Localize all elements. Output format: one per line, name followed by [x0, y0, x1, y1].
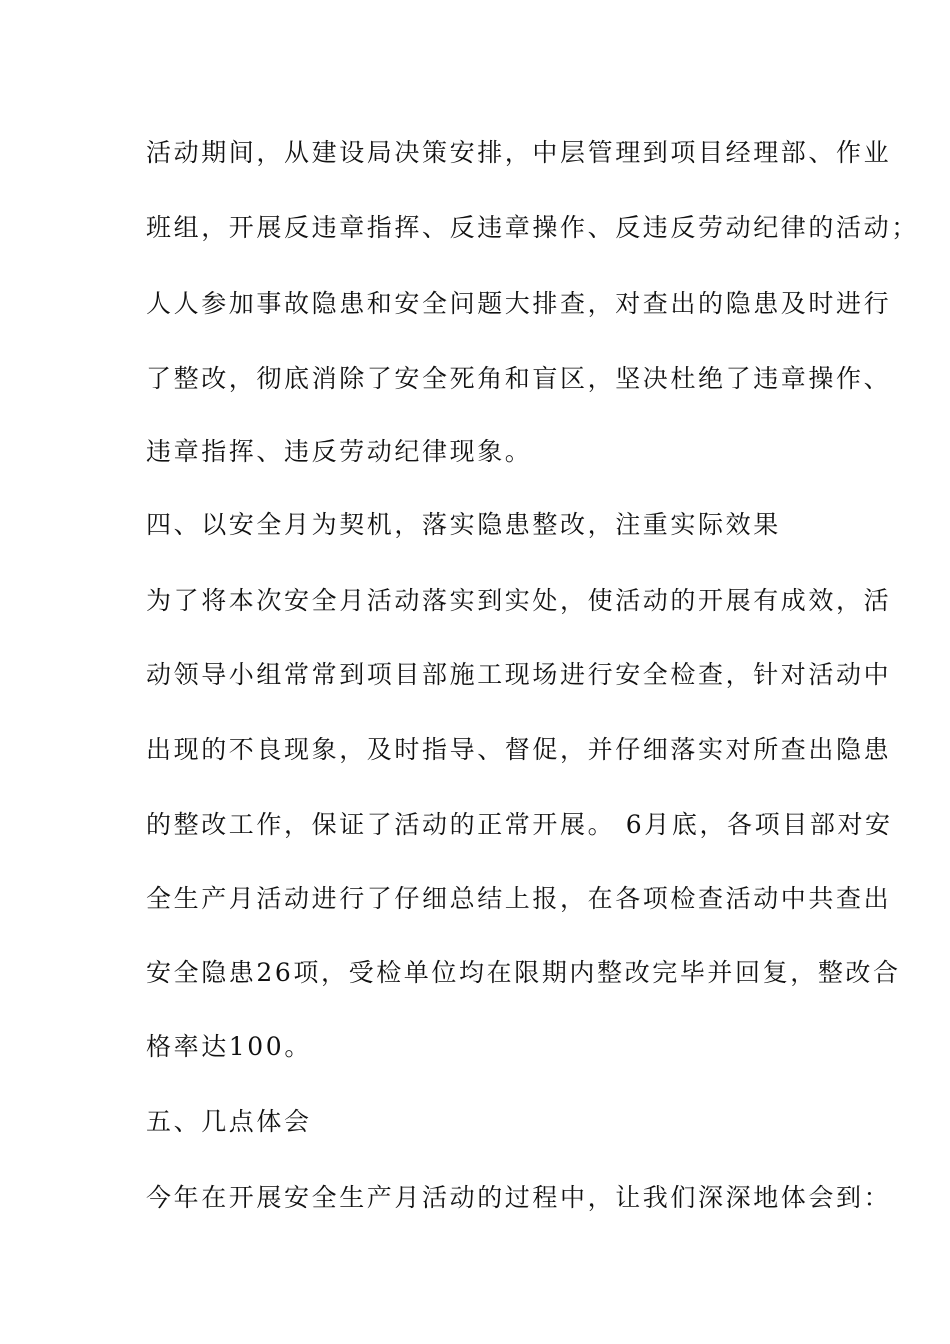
paragraph-line: 动领导小组常常到项目部施工现场进行安全检查，针对活动中 — [146, 660, 892, 689]
paragraph-line: 违章指挥、违反劳动纪律现象。 — [146, 437, 533, 466]
paragraph-line: 人人参加事故隐患和安全问题大排查，对查出的隐患及时进行 — [146, 289, 892, 318]
paragraph-line: 了整改，彻底消除了安全死角和盲区，坚决杜绝了违章操作、 — [146, 364, 892, 393]
paragraph-line: 今年在开展安全生产月活动的过程中，让我们深深地体会到： — [146, 1183, 892, 1212]
paragraph-line: 班组，开展反违章指挥、反违章操作、反违反劳动纪律的活动； — [146, 213, 919, 242]
paragraph-line: 为了将本次安全月活动落实到实处，使活动的开展有成效，活 — [146, 586, 892, 615]
section-heading: 五、几点体会 — [146, 1107, 312, 1136]
paragraph-line: 安全隐患26项，受检单位均在限期内整改完毕并回复，整改合 — [146, 958, 901, 987]
paragraph-line: 格率达100。 — [146, 1032, 312, 1061]
paragraph-line: 出现的不良现象，及时指导、督促，并仔细落实对所查出隐患 — [146, 735, 892, 764]
paragraph-line: 的整改工作，保证了活动的正常开展。 6月底，各项目部对安 — [146, 810, 893, 839]
paragraph-line: 活动期间，从建设局决策安排，中层管理到项目经理部、作业 — [146, 138, 892, 167]
paragraph-line: 全生产月活动进行了仔细总结上报，在各项检查活动中共查出 — [146, 884, 892, 913]
section-heading: 四、以安全月为契机，落实隐患整改，注重实际效果 — [146, 510, 781, 539]
